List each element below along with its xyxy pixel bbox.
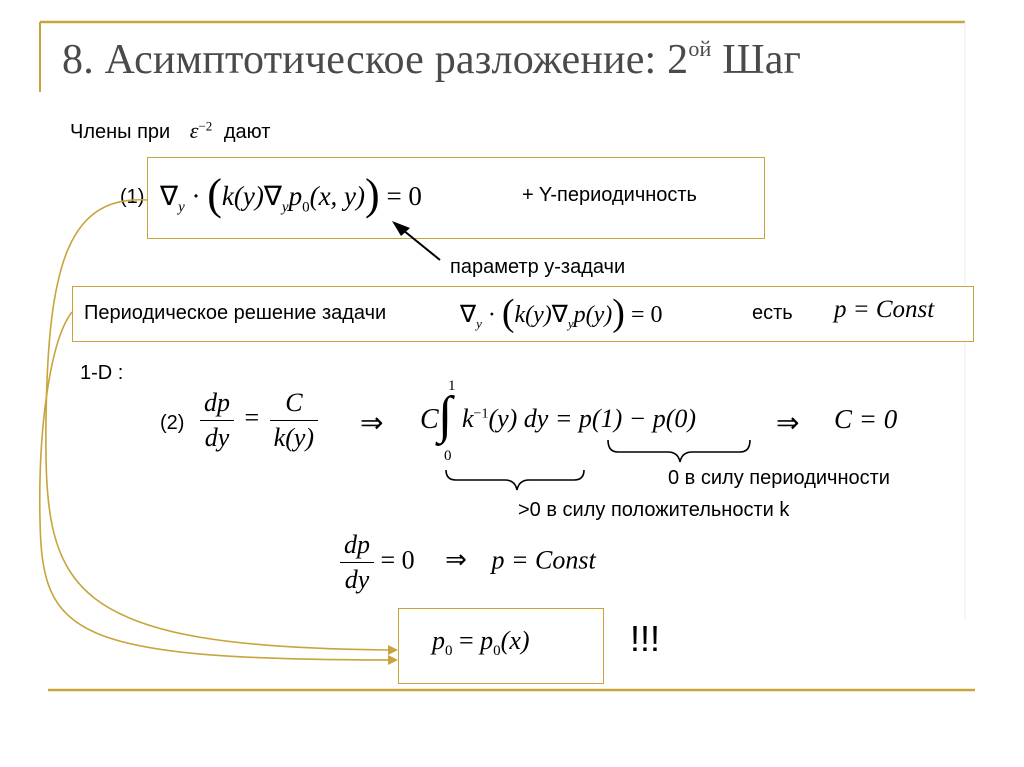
implies-2: ⇒ (776, 408, 800, 439)
integral-upper: 1 (448, 378, 456, 394)
integral-lower: 0 (444, 448, 452, 464)
equation-1-number: (1) (120, 186, 145, 208)
one-d-label: 1-D : (80, 362, 124, 384)
integral-C: C (420, 404, 439, 435)
positivity-note: >0 в силу положительности k (518, 499, 790, 521)
is-label: есть (752, 302, 793, 324)
integrand: $k^{-1}(y)$ dy = p(1) − p(0) (462, 404, 697, 433)
connector-upper (46, 200, 396, 650)
periodic-solution-text: Периодическое решение задачи (84, 302, 387, 324)
equation-1: $\nabla_y \cdot (k(y)\nabla_yp_0(x$, y)) = 0 (160, 170, 422, 219)
equation-3: $\frac{dp}{dy}$ = 0 ⇒ p = Const (340, 530, 596, 595)
zero-periodicity-note: 0 в силу периодичности (668, 467, 890, 489)
implies-1: ⇒ (360, 408, 384, 439)
periodic-result: p = Const (834, 296, 935, 323)
connector-lower (40, 312, 396, 660)
integral-sign: ∫ (438, 387, 453, 444)
periodic-equation: $\nabla_y \cdot (k(y)\nabla_yp(y)) = 0$ (460, 292, 663, 334)
periodicity-label: + Y-периодичность (522, 184, 697, 206)
members-line: Члены при $\varepsilon^{-2}$ дают (70, 118, 271, 143)
final-equation: $p_0 = p_0(x)$ (432, 626, 530, 660)
exclamation: !!! (630, 618, 661, 659)
param-note: параметр y-задачи (450, 256, 626, 278)
slide-title: 8. Асимптотическое разложение: $2^{ой}$ Шаг (62, 36, 802, 83)
equation-2-lhs: $\frac{dp}{dy}$ = $\frac{C}{k(y)}$ (200, 388, 318, 453)
c-equals-zero: C = 0 (834, 404, 898, 434)
equation-2-number: (2) (160, 412, 185, 434)
